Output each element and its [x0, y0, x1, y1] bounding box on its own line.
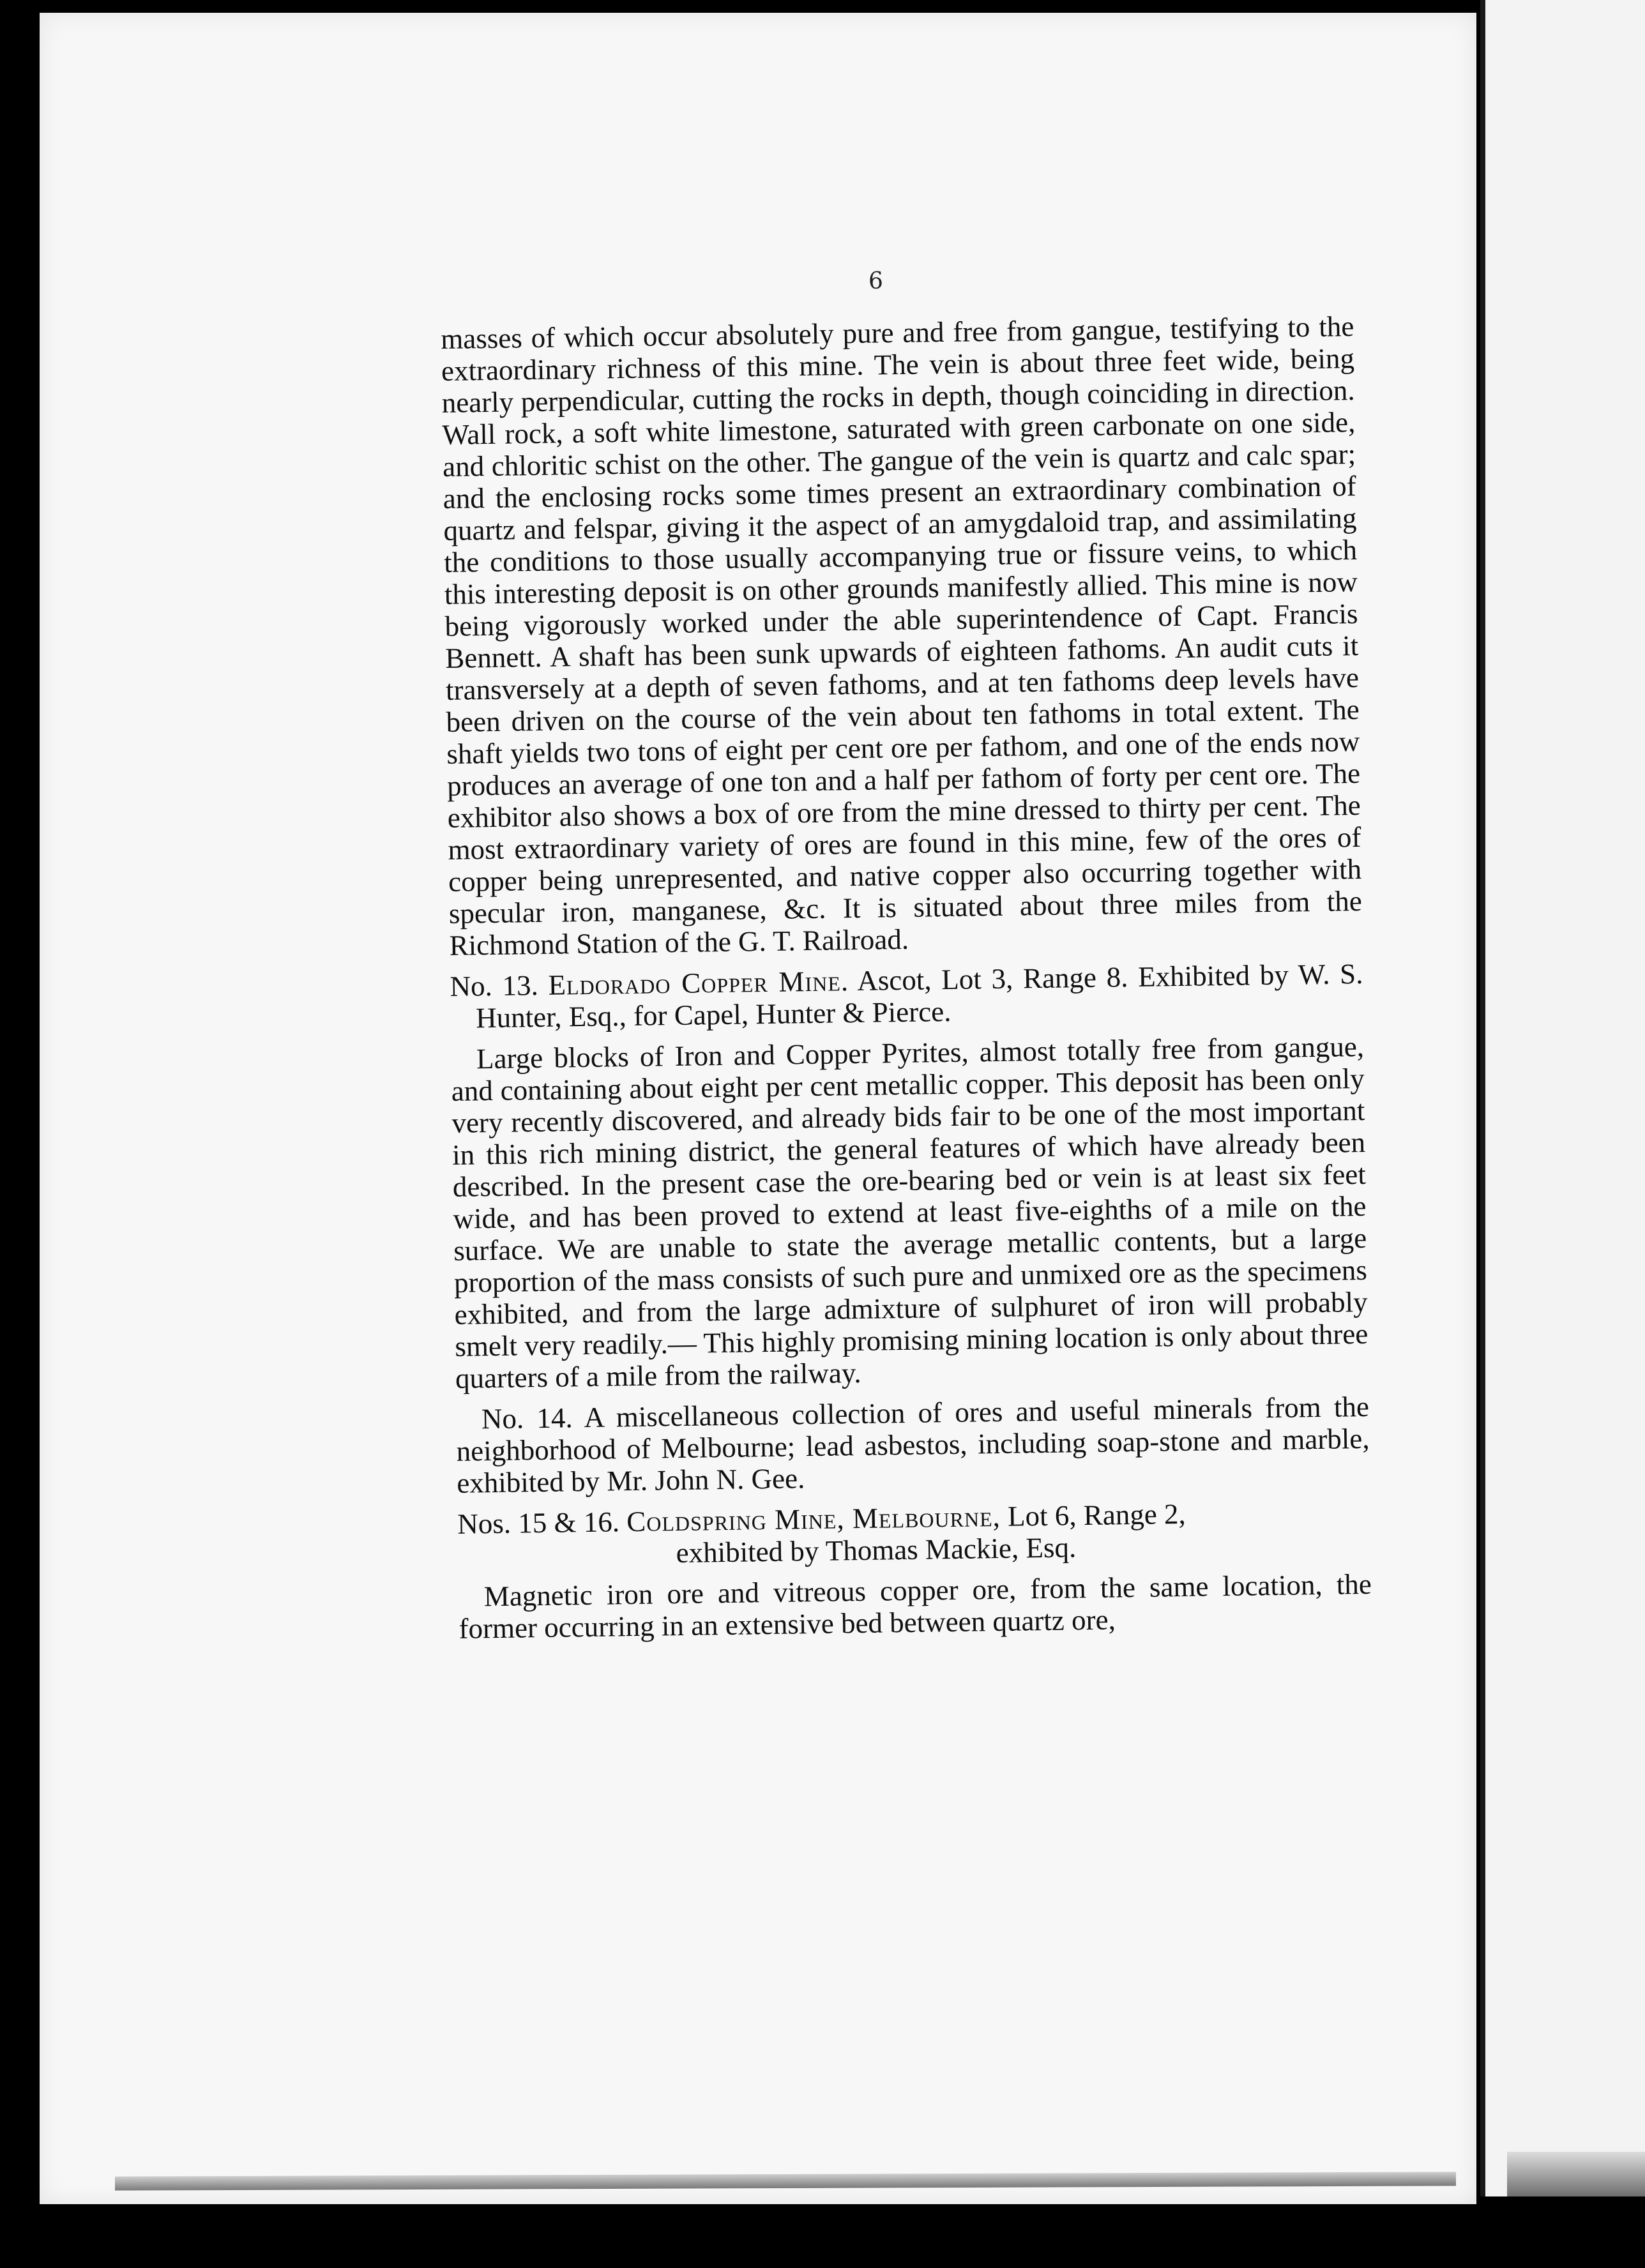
entry-13-mine-name: Eldorado Copper Mine.: [548, 965, 849, 1001]
entry-13-heading: [450, 958, 1363, 1034]
entry-15-16-exhibitor: exhibited by Thomas Mackie, Esq.: [676, 1531, 1077, 1569]
adjacent-page-edge: [1480, 0, 1645, 2196]
continuation-paragraph: masses of which occur absolutely pure and free from gangue, testifying to the extraordinary richness of this mine. The vein is about three feet wide, being nearly perpendicular, cutting the rocks in depth, though coinciding in direction. Wall rock, a soft white limestone, saturated with green carbonate on one side, and chloritic schist on the other. The gangue of the vein is quartz and calc spar; and the enclosing rocks some times present an extraordinary combination of quartz and felspar, giving it the aspect of an amygdaloid trap, and assimilating the conditions to those usually accompanying true or fissure veins, to which this interesting deposit is on other grounds manifestly allied. This mine is now being vigorously worked under the able superintendence of Capt. Francis Bennett. A shaft has been sunk upwards of eighteen fathoms. An audit cuts it transversely at a depth of seven fathoms, and at ten fathoms deep levels have been driven on the course of the vein about ten fathoms in total extent. The shaft yields two tons of eight per cent ore per fathom, and one of the ends now produces an average of one ton and a half per fathom of forty per cent ore. The exhibitor also shows a box of ore from the mine dressed to thirty per cent. The most extraordinary variety of ores are found in this mine, few of the ores of copper being unrepresented, and native copper also occurring together with specular iron, manganese, &c. It is situated about three miles from the Richmond Station of the G. T. Railroad.: [441, 310, 1363, 962]
entry-14-description: No. 14. A miscellaneous collection of ores and useful minerals from the neighborhood of Melbourne; lead asbestos, including soap-stone and marble, exhibited by Mr. John N. Gee.: [456, 1390, 1370, 1499]
entry-13-details: Ascot, Lot 3, Range 8. Exhibited by W. S. Hunter, Esq., for Capel, Hunter & Pierce.: [475, 957, 1363, 1034]
entry-15-16-mine-name: Coldspring Mine, Melbourne,: [626, 1500, 1001, 1538]
body-text: [441, 310, 1372, 1645]
page-number: 6: [868, 268, 883, 294]
entry-13-number: No. 13.: [450, 969, 539, 1002]
entry-13-description: Large blocks of Iron and Copper Pyrites, almost totally free from gangue, and containing about eight per cent metallic copper. This deposit has been only very recently discovered, and already bids fair to be one of the most important in this rich mining district, the general features of which have already been described. In the present case the ore-bearing bed or vein is at least six feet wide, and has been proved to extend at least five-eighths of a mile on the surface. We are unable to state the average metallic contents, but a large proportion of the mass consists of such pure and unmixed ore as the specimens exhibited, and from the large admixture of sulphuret of iron will probably smelt very readily.— This highly promising mining location is only about three quarters of a mile from the railway.: [451, 1030, 1368, 1395]
entry-15-16-details: Lot 6, Range 2,: [1007, 1497, 1186, 1532]
entry-15-16-number: Nos. 15 & 16.: [457, 1506, 620, 1540]
adjacent-page-bottom-edge: [1507, 2152, 1645, 2196]
entry-15-16-description: Magnetic iron ore and vitreous copper ore, from the same location, the former occurring in an extensive bed between quartz ore,: [459, 1568, 1372, 1645]
